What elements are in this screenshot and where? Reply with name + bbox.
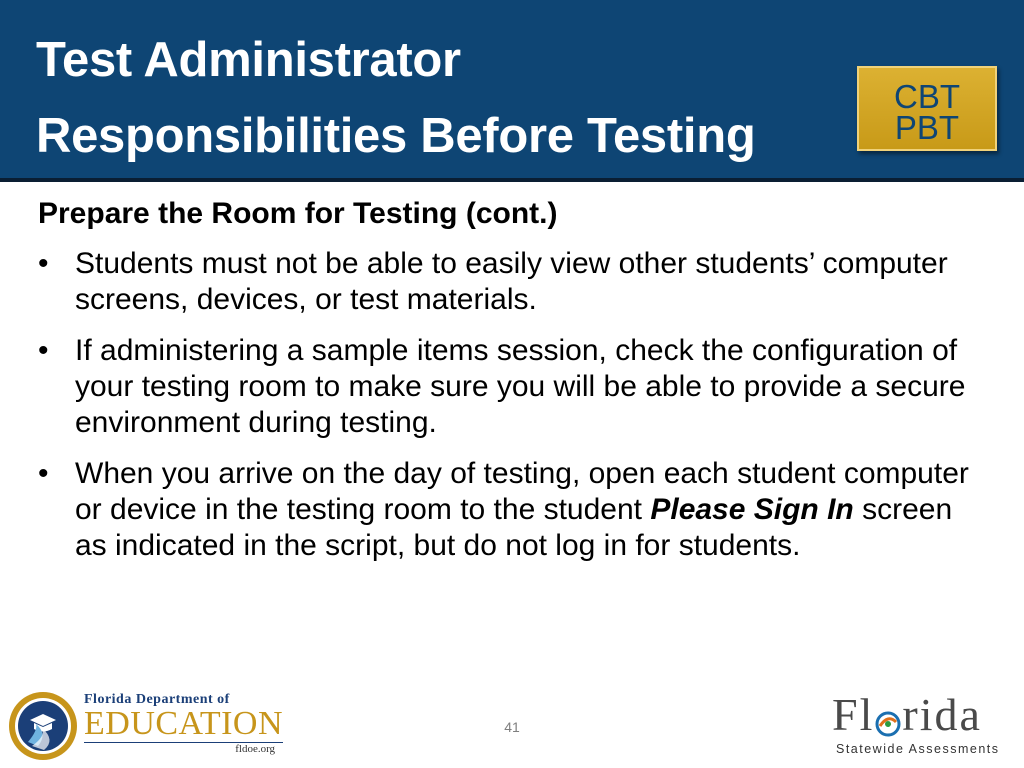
- slide-header: [0, 0, 1024, 178]
- fsa-wordmark: [832, 689, 1004, 740]
- bullet-text-after: screen as indicated in the script, but do not log in for students.: [75, 493, 953, 562]
- doe-url: fldoe.org: [84, 742, 283, 755]
- bullet-item: [38, 333, 978, 441]
- bullet-item: [38, 246, 978, 318]
- section-subheading: Prepare the Room for Testing (cont.): [38, 197, 558, 230]
- bullet-marker: •: [38, 457, 49, 490]
- slide-title: [36, 22, 836, 174]
- doe-line1: Florida Department of: [84, 692, 230, 707]
- bullet-item: [38, 456, 978, 564]
- bullet-text: If administering a sample items session, check the configuration of your testing room to make sure you will be able to provide a secure environment during testing.: [75, 334, 966, 439]
- page-number: 41: [504, 719, 520, 735]
- fsa-word-part1: Fl: [832, 689, 875, 740]
- badge-cbt: CBT: [894, 78, 960, 115]
- fsa-tagline: Statewide Assessments: [836, 742, 1000, 756]
- florida-doe-logo: [8, 690, 284, 762]
- fsa-word-part2: rida: [902, 689, 982, 740]
- bullet-text: Students must not be able to easily view other students’ computer screens, devices, or test materials.: [75, 247, 948, 316]
- please-sign-in-emphasis: Please Sign In: [650, 493, 854, 526]
- header-divider: [0, 178, 1024, 182]
- bullet-list: [38, 246, 978, 564]
- slide-body: [38, 196, 978, 579]
- doe-line2: EDUCATION: [84, 705, 284, 742]
- slide-title-line2: Responsibilities Before Testing: [36, 109, 756, 163]
- bullet-marker: •: [38, 334, 49, 367]
- bullet-marker: •: [38, 247, 49, 280]
- badge-pbt: PBT: [894, 109, 960, 146]
- florida-statewide-assessments-logo: [832, 689, 1004, 758]
- bullet-text-before: When you arrive on the day of testing, open each student computer or device in the testing room to the student: [75, 457, 969, 526]
- fsa-o-swirl-icon: [874, 704, 902, 738]
- slide-title-line1: Test Administrator: [36, 33, 461, 87]
- cbt-pbt-badge: [857, 66, 997, 151]
- doe-wordmark: [84, 692, 283, 755]
- doe-seal-icon: [8, 690, 78, 762]
